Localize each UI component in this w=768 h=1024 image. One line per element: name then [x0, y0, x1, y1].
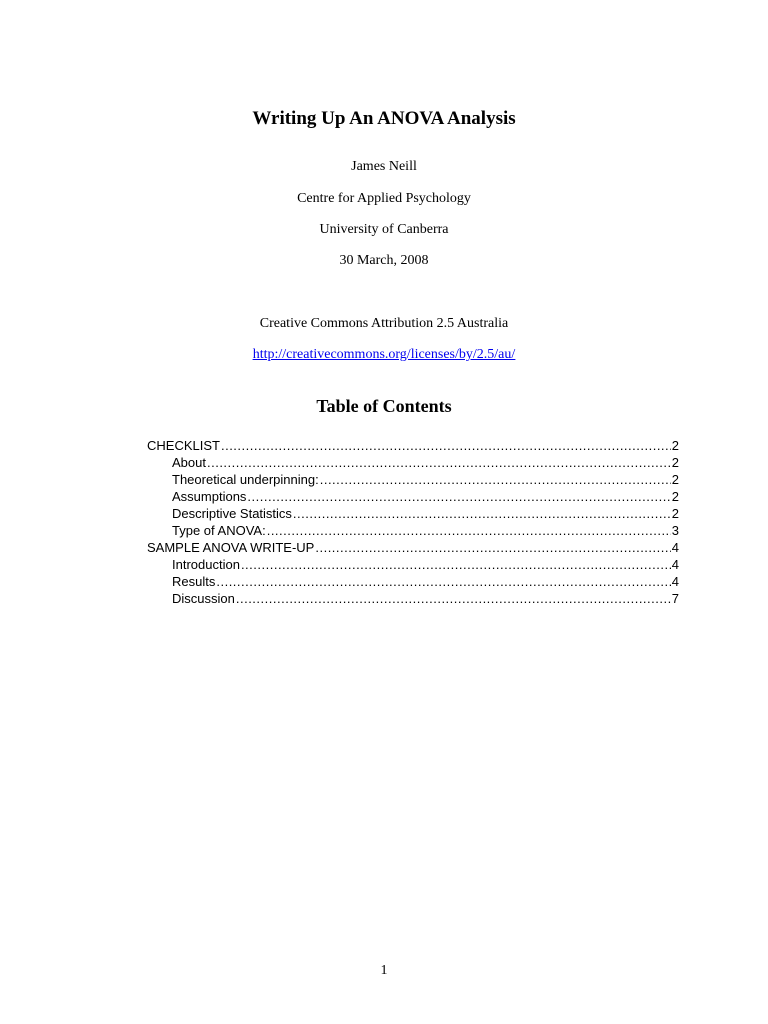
toc-dot-leader	[207, 454, 671, 471]
table-of-contents	[147, 437, 679, 607]
toc-dot-leader	[315, 539, 670, 556]
toc-entry-page: 4	[671, 574, 679, 589]
toc-entry-page: 2	[671, 472, 679, 487]
toc-dot-leader	[216, 573, 670, 590]
toc-entry-label: Type of ANOVA:	[172, 523, 266, 538]
toc-entry-page: 4	[671, 540, 679, 555]
toc-dot-leader	[320, 471, 671, 488]
toc-entry[interactable]	[147, 437, 679, 454]
toc-entry[interactable]	[147, 573, 679, 590]
toc-entry-label: Discussion	[172, 591, 235, 606]
license-text: Creative Commons Attribution 2.5 Australia	[259, 316, 509, 331]
toc-entry-page: 2	[671, 489, 679, 504]
page-number: 1	[380, 963, 388, 978]
toc-entry-label: SAMPLE ANOVA WRITE-UP	[147, 540, 315, 555]
toc-dot-leader	[247, 488, 670, 505]
author-name: James Neill	[351, 159, 417, 174]
document-date: 30 March, 2008	[339, 253, 429, 268]
toc-entry-label: Descriptive Statistics	[172, 506, 292, 521]
toc-entry-label: CHECKLIST	[147, 438, 220, 453]
license-link[interactable]: http://creativecommons.org/licenses/by/2.5/au/	[252, 347, 516, 362]
toc-entry[interactable]	[147, 556, 679, 573]
toc-dot-leader	[293, 505, 671, 522]
toc-entry[interactable]	[147, 539, 679, 556]
toc-entry-label: Results	[172, 574, 216, 589]
toc-dot-leader	[236, 590, 671, 607]
toc-entry[interactable]	[147, 454, 679, 471]
toc-entry[interactable]	[147, 522, 679, 539]
toc-entry-label: About	[172, 455, 206, 470]
toc-dot-leader	[267, 522, 671, 539]
toc-entry-page: 3	[671, 523, 679, 538]
toc-entry[interactable]	[147, 488, 679, 505]
toc-entry[interactable]	[147, 590, 679, 607]
toc-dot-leader	[221, 437, 671, 454]
toc-entry-page: 7	[671, 591, 679, 606]
university-name: University of Canberra	[319, 222, 449, 237]
toc-entry-page: 4	[671, 557, 679, 572]
toc-entry[interactable]	[147, 471, 679, 488]
toc-entry-label: Introduction	[172, 557, 240, 572]
document-title: Writing Up An ANOVA Analysis	[252, 108, 516, 129]
toc-dot-leader	[241, 556, 671, 573]
toc-entry-page: 2	[671, 438, 679, 453]
toc-entry-page: 2	[671, 455, 679, 470]
toc-entry-page: 2	[671, 506, 679, 521]
toc-entry-label: Theoretical underpinning:	[172, 472, 319, 487]
toc-entry-label: Assumptions	[172, 489, 247, 504]
toc-heading: Table of Contents	[316, 396, 452, 416]
organization-name: Centre for Applied Psychology	[297, 191, 471, 206]
toc-entry[interactable]	[147, 505, 679, 522]
